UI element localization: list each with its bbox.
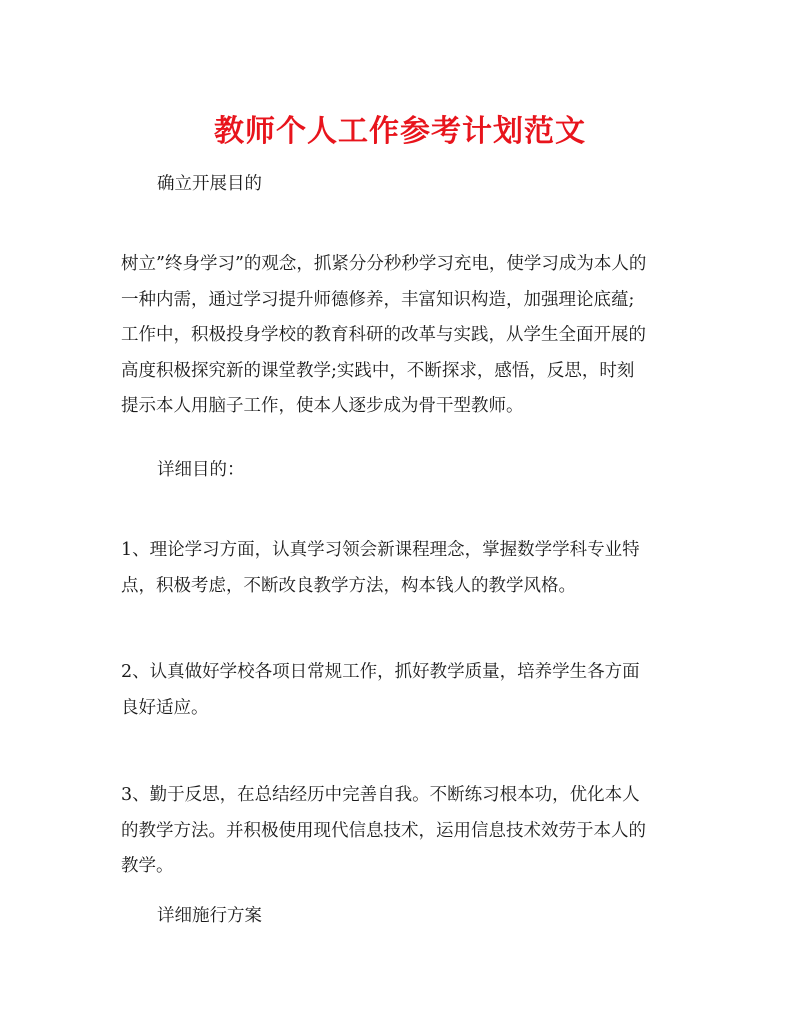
text-line: 良好适应。 xyxy=(121,697,209,718)
text-line: 教学。 xyxy=(121,856,174,876)
text-line: 树立”终身学习”的观念，抓紧分分秒秒学习充电，使学习成为本人的 xyxy=(121,254,647,274)
text-line: 提示本人用脑子工作，使本人逐步成为骨干型教师。 xyxy=(121,396,524,416)
list-item-3 xyxy=(121,778,681,885)
text-line: 一种内需，通过学习提升师德修养，丰富知识构造，加强理论底蕴; xyxy=(121,289,635,310)
paragraph-intro xyxy=(121,247,681,425)
section-heading-plan: 详细施行方案 xyxy=(157,906,262,926)
list-item-2 xyxy=(121,655,681,726)
text-line: 1、理论学习方面，认真学习领会新课程理念，掌握数学学科专业特 xyxy=(121,540,640,560)
document-title: 教师个人工作参考计划范文 xyxy=(214,114,586,149)
section-heading-detail-goals: 详细目的： xyxy=(157,460,245,480)
section-heading-goal: 确立开展目的 xyxy=(157,174,262,194)
list-item-1 xyxy=(121,533,681,604)
text-line: 点，积极考虑，不断改良教学方法，构本钱人的教学风格。 xyxy=(121,575,576,596)
text-line: 2、认真做好学校各项日常规工作，抓好教学质量，培养学生各方面 xyxy=(121,662,640,682)
text-line: 3、勤于反思，在总结经历中完善自我。不断练习根本功，优化本人 xyxy=(121,785,640,805)
text-line: 的教学方法。并积极使用现代信息技术，运用信息技术效劳于本人的 xyxy=(121,820,646,841)
text-line: 高度积极探究新的课堂教学;实践中，不断探求，感悟，反思，时刻 xyxy=(121,360,635,381)
text-line: 工作中，积极投身学校的教育科研的改革与实践，从学生全面开展的 xyxy=(121,325,646,345)
